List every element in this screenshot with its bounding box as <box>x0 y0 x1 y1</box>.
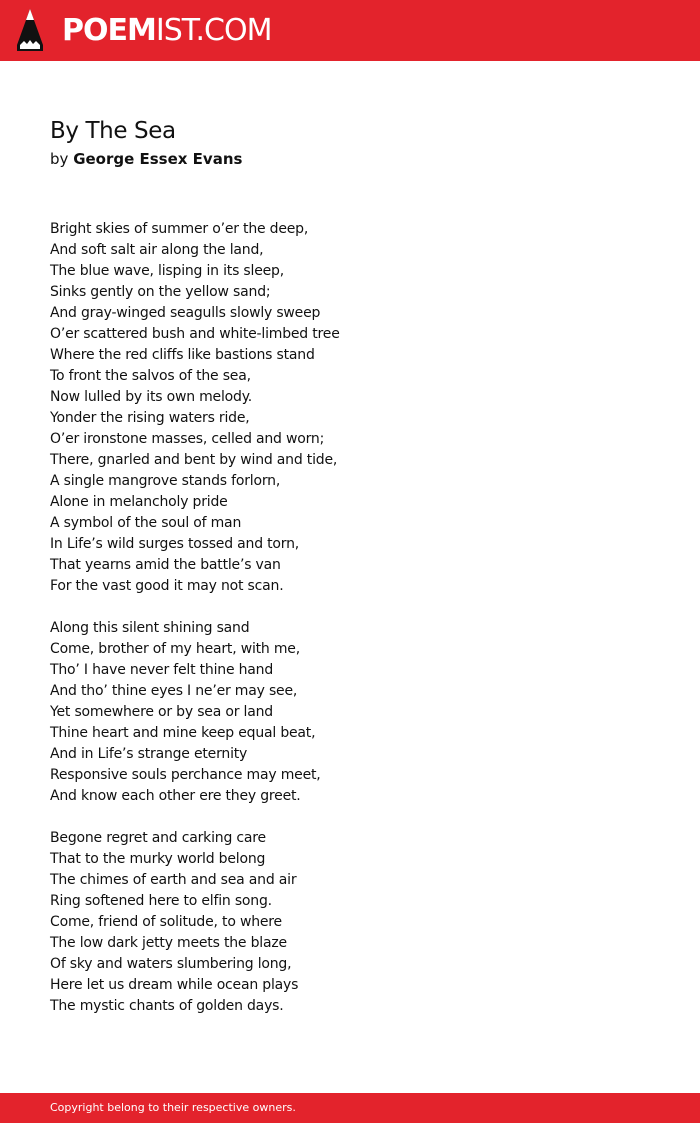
brand-bold-text: POEM <box>62 13 156 48</box>
poem-line: That to the murky world belong <box>50 851 266 867</box>
poem-line: Come, friend of solitude, to where <box>50 914 282 930</box>
brand-light-text: IST.COM <box>155 13 272 48</box>
poem-line: Sinks gently on the yellow sand; <box>50 284 271 300</box>
poem-line: Alone in melancholy pride <box>50 494 228 510</box>
pencil-tip-icon[interactable] <box>17 9 43 51</box>
poem-stanza <box>50 618 550 807</box>
poem-line: Now lulled by its own melody. <box>50 389 253 405</box>
poem-byline <box>50 149 242 169</box>
poem-line: There, gnarled and bent by wind and tide, <box>50 452 338 468</box>
poem-line: Bright skies of summer o’er the deep, <box>50 221 309 237</box>
poem-line: Begone regret and carking care <box>50 830 266 846</box>
poem-line: Responsive souls perchance may meet, <box>50 767 321 783</box>
poem-line: A symbol of the soul of man <box>50 515 242 531</box>
poem-line: And gray-winged seagulls slowly sweep <box>50 305 321 321</box>
poem-line: That yearns amid the battle’s van <box>50 557 281 573</box>
poem-line: Tho’ I have never felt thine hand <box>50 662 274 678</box>
site-header <box>0 0 700 61</box>
poem-line: Along this silent shining sand <box>50 620 250 636</box>
poem-stanza <box>50 828 550 1017</box>
poem-body <box>50 219 550 1038</box>
poem-line: And in Life’s strange eternity <box>50 746 248 762</box>
poem-line: And know each other ere they greet. <box>50 788 301 804</box>
poem-line: And tho’ thine eyes I ne’er may see, <box>50 683 298 699</box>
poem-line: The low dark jetty meets the blaze <box>50 935 287 951</box>
poem-line: For the vast good it may not scan. <box>50 578 284 594</box>
poem-line: A single mangrove stands forlorn, <box>50 473 281 489</box>
poem-line: Where the red cliffs like bastions stand <box>50 347 315 363</box>
poem-line: Yet somewhere or by sea or land <box>50 704 273 720</box>
poem-line: The mystic chants of golden days. <box>50 998 284 1014</box>
copyright-notice: Copyright belong to their respective owners. <box>50 1101 296 1114</box>
poem-line: Yonder the rising waters ride, <box>50 410 250 426</box>
poem-line: In Life’s wild surges tossed and torn, <box>50 536 300 552</box>
by-label: by <box>50 150 69 168</box>
poem-line: The blue wave, lisping in its sleep, <box>50 263 284 279</box>
poem-line: The chimes of earth and sea and air <box>50 872 297 888</box>
poem-line: Ring softened here to elfin song. <box>50 893 272 909</box>
poem-line: Thine heart and mine keep equal beat, <box>50 725 316 741</box>
poem-line: To front the salvos of the sea, <box>50 368 251 384</box>
poem-stanza <box>50 219 550 597</box>
author-name: George Essex Evans <box>73 150 243 168</box>
poem-line: Come, brother of my heart, with me, <box>50 641 300 657</box>
poem-line: And soft salt air along the land, <box>50 242 264 258</box>
poem-line: Of sky and waters slumbering long, <box>50 956 292 972</box>
poem-line: O’er ironstone masses, celled and worn; <box>50 431 325 447</box>
poem-line: Here let us dream while ocean plays <box>50 977 299 993</box>
poem-line: O’er scattered bush and white-limbed tree <box>50 326 340 342</box>
site-logo-link[interactable] <box>62 11 271 51</box>
site-footer <box>0 1093 700 1123</box>
poem-title: By The Sea <box>50 118 176 144</box>
